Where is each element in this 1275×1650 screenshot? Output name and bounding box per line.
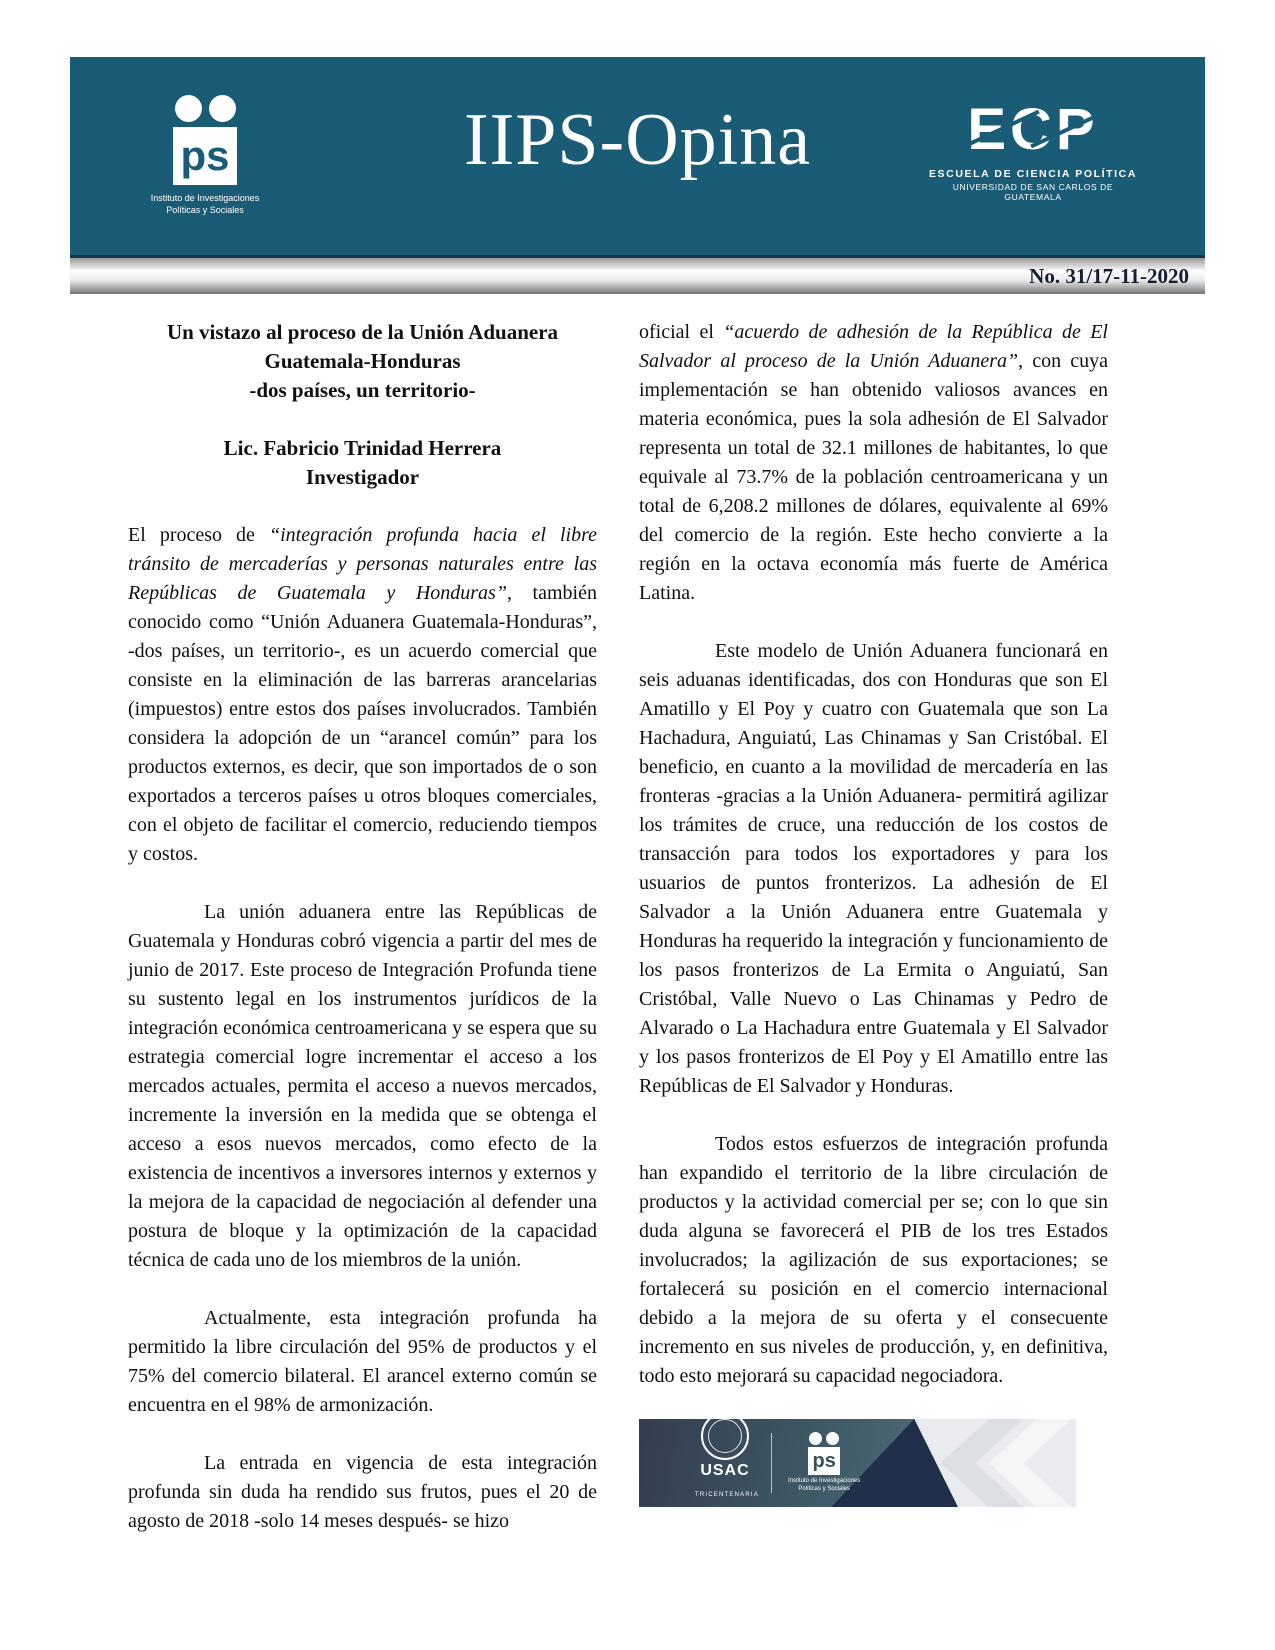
newsletter-title: IIPS-Opina <box>463 99 812 181</box>
footer-banner <box>639 1419 1076 1507</box>
usac-label: USAC <box>700 1461 750 1479</box>
usac-seal-inner-icon <box>708 1419 742 1453</box>
usac-seal-icon <box>701 1419 749 1460</box>
ips-dots-icon <box>788 1432 860 1445</box>
author-role: Investigador <box>305 465 420 489</box>
body-paragraph <box>128 521 597 869</box>
article-title-line3: -dos países, un territorio- <box>249 378 476 402</box>
ips-dot-icon <box>826 1432 839 1445</box>
ips-monogram: ps <box>173 127 237 185</box>
author-block <box>128 434 597 492</box>
paragraph-text: oficial el <box>639 321 724 343</box>
ips-caption <box>788 1478 860 1494</box>
ips-caption-line2: Políticas y Sociales <box>798 1486 851 1492</box>
paragraph-text: , también conocido como “Unión Aduanera Guatemala-Honduras”, -dos países, un territorio-, es un acuerdo comercial que consiste en la eliminación de las barreras arancelarias (impuestos) entre estos dos países involucrados. También considera la adopción de un “arancel común” para los productos externos, es decir, que son importados de o son exportados a terceros países u otros bloques comerciales, con el objeto de facilitar el comercio, reduciendo tiempos y costos. <box>128 582 597 865</box>
banner-divider <box>771 1433 772 1493</box>
ips-caption-line1: Instituto de Investigaciones <box>788 1478 861 1485</box>
ecp-acronym <box>923 97 1143 162</box>
paragraph-text: , con cuya implementación se han obtenido valiosos avances en materia económica, pues la sola adhesión de El Salvador representa un total de 32.1 millones de habitantes, lo que equivale al 73.7% de la población centroamericana y un total de 6,208.2 millones de dólares, equivalente al 69% del comercio de la región. Este hecho convierte a la región en la octava economía más fuerte de América Latina. <box>639 350 1108 604</box>
ecp-school-line: ESCUELA DE CIENCIA POLÍTICA <box>928 168 1138 180</box>
issue-number: No. 31/17-11-2020 <box>1029 263 1189 288</box>
body-paragraph: La entrada en vigencia de esta integración profunda sin duda ha rendido sus frutos, pues el 20 de agosto de 2018 -solo 14 meses después- se hizo <box>128 1452 597 1532</box>
masthead <box>70 57 1205 258</box>
author-name: Lic. Fabricio Trinidad Herrera <box>223 436 502 460</box>
ecp-acronym-text: ECP <box>967 97 1099 162</box>
body-paragraph <box>639 318 1108 608</box>
usac-sub-label: TRICENTENARIA <box>695 1491 759 1498</box>
left-column <box>128 318 597 1536</box>
body-paragraph: Actualmente, esta integración profunda ha permitido la libre circulación del 95% de productos y el 75% del comercio bilateral. El arancel externo común se encuentra en el 98% de armonización. <box>128 1307 597 1416</box>
article-title-line1: Un vistazo al proceso de la Unión Aduanera <box>166 320 559 344</box>
article-body <box>128 318 1108 1536</box>
ips-dot-icon <box>809 1432 822 1445</box>
paragraph-text: El proceso de <box>128 524 269 546</box>
paragraph-italic-quote: “acuerdo de adhesión de la República de El Salvador al proceso de la Unión Aduanera” <box>639 321 1108 372</box>
ecp-logo <box>923 97 1143 202</box>
ips-caption <box>140 192 270 216</box>
body-paragraph: La unión aduanera entre las Repúblicas de Guatemala y Honduras cobró vigencia a partir del mes de junio de 2017. Este proceso de Integración Profunda tiene su sustento legal en los instrumentos jurídicos de la integración económica centroamericana y se espera que su estrategia comercial logre incrementar el acceso a los mercados actuales, permita el acceso a nuevos mercados, incremente la inversión en la medida que se obtenga el acceso a esos nuevos mercados, como efecto de la existencia de incentivos a inversores internos y externos y la mejora de la capacidad de negociación al defender una postura de bloque y la optimización de la capacidad técnica de cada uno de los miembros de la unión. <box>128 901 597 1271</box>
body-paragraph: Este modelo de Unión Aduanera funcionará en seis aduanas identificadas, dos con Honduras que son El Amatillo y El Poy y cuatro con Guatemala que son La Hachadura, Anguiatú, Las Chinamas y San Cristóbal. El beneficio, en cuanto a la movilidad de mercadería en las fronteras -gracias a la Unión Aduanera- permitirá agilizar los trámites de cruce, una reducción de los costos de transacción para todos los exportadores y para los usuarios de puntos fronterizos. La adhesión de El Salvador a la Unión Aduanera entre Guatemala y Honduras ha requerido la integración y funcionamiento de los pasos fronterizos de La Ermita o Anguiatú, San Cristóbal, Valle Nuevo o Las Chinamas y Pedro de Alvarado o La Hachadura entre Guatemala y El Salvador y los pasos fronterizos de El Poy y El Amatillo entre las Repúblicas de El Salvador y Honduras. <box>639 640 1108 1097</box>
ips-caption-line1: Instituto de Investigaciones <box>150 193 260 203</box>
paragraph-italic-quote: “integración profunda hacia el libre tránsito de mercaderías y personas naturales entre las Repúblicas de Guatemala y Honduras” <box>128 524 597 604</box>
article-title-line2: Guatemala-Honduras <box>264 349 461 373</box>
ecp-university-line: UNIVERSIDAD DE SAN CARLOS DE GUATEMALA <box>952 182 1114 202</box>
banner-logos <box>639 1419 860 1507</box>
article-title <box>128 318 597 405</box>
usac-logo <box>695 1419 759 1507</box>
banner-ips-logo <box>788 1432 860 1494</box>
ips-caption-line2: Políticas y Sociales <box>166 205 244 216</box>
issue-bar <box>70 258 1205 294</box>
right-column <box>639 318 1108 1536</box>
ips-monogram: ps <box>808 1447 840 1475</box>
body-paragraph: Todos estos esfuerzos de integración profunda han expandido el territorio de la libre circulación de productos y la actividad comercial per se; con lo que sin duda alguna se favorecerá el PIB de los tres Estados involucrados; la agilización de sus exportaciones; se fortalecerá su posición en el comercio internacional debido a la mejora de su oferta y el consecuente incremento en sus niveles de producción, y, en definitiva, todo esto mejorará su capacidad negociadora. <box>639 1133 1108 1387</box>
